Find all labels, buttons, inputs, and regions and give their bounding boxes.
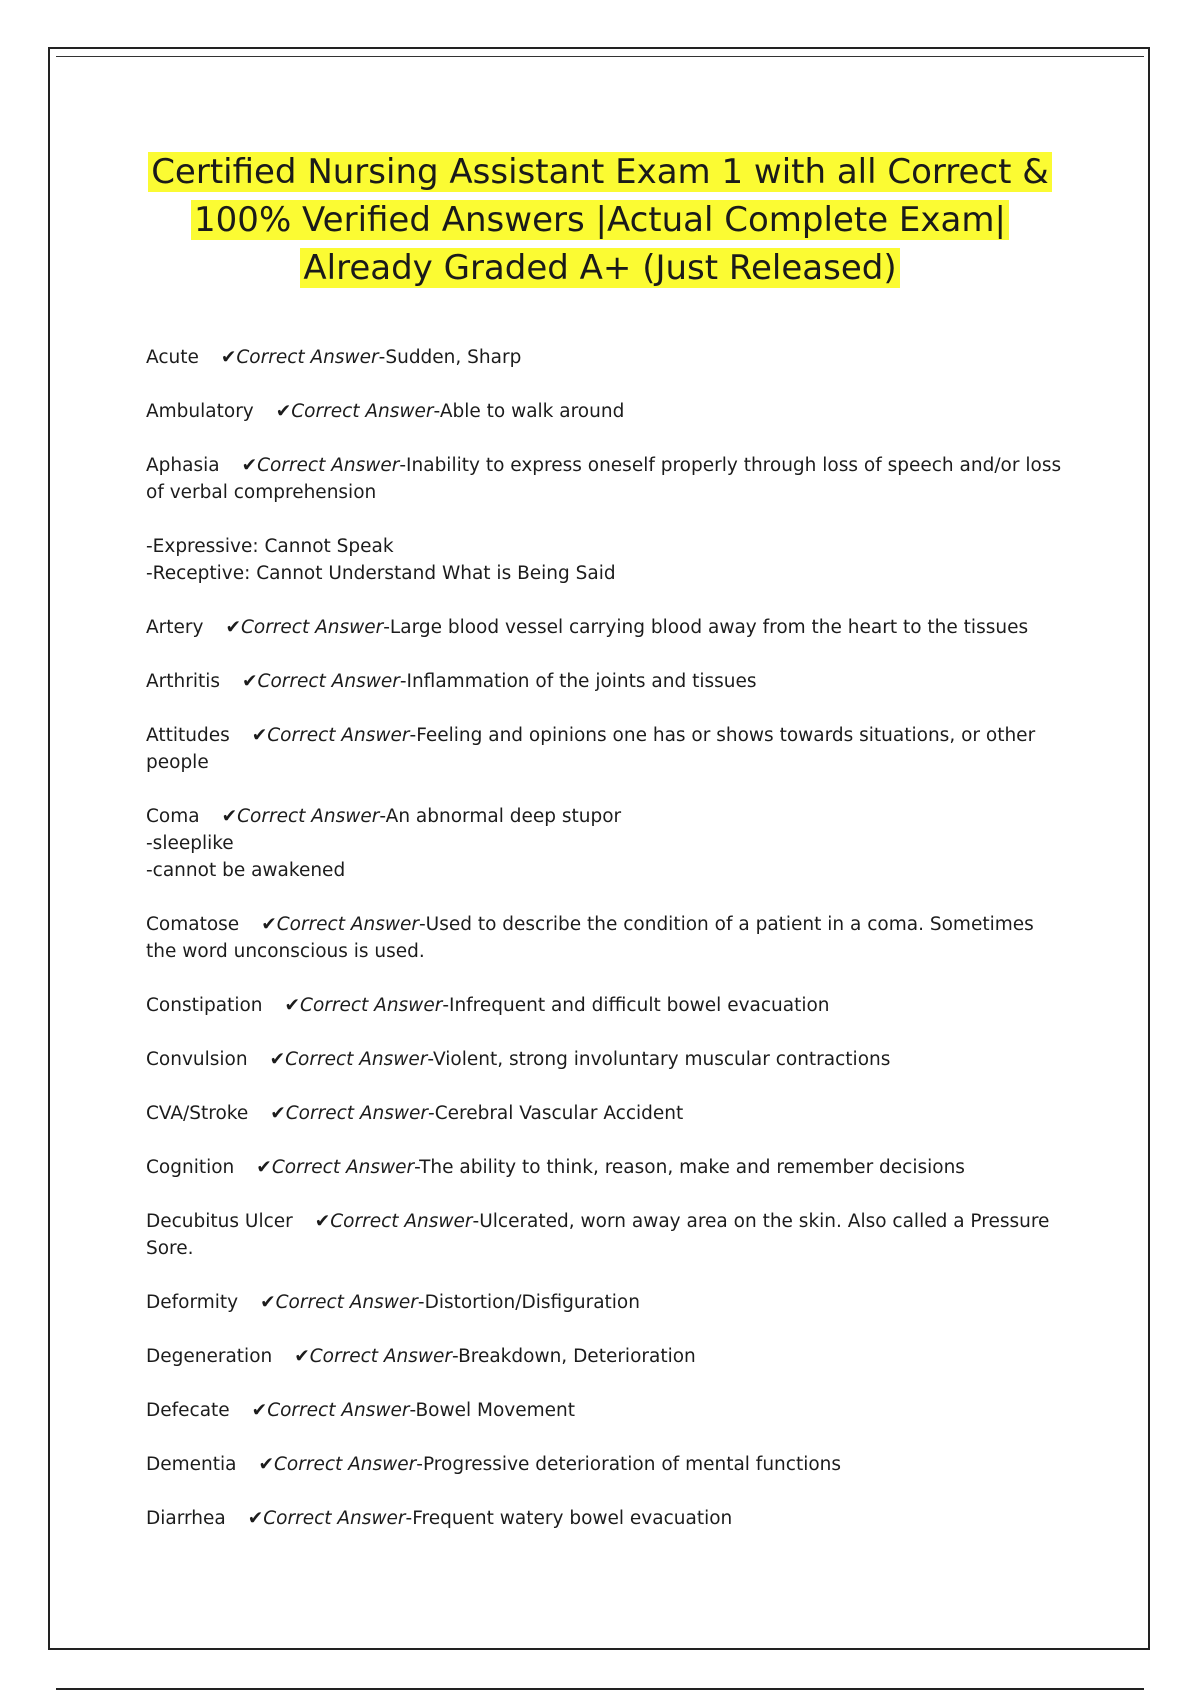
correct-answer-label: Correct Answer <box>330 1211 473 1232</box>
correct-answer-label: Correct Answer <box>257 455 400 476</box>
entry-term: Deformity <box>146 1292 239 1313</box>
correct-answer-label: Correct Answer <box>267 725 410 746</box>
checkmark-icon: ✔ <box>241 455 258 476</box>
correct-answer-label: Correct Answer <box>291 401 434 422</box>
glossary-entry <box>146 1208 1066 1262</box>
checkmark-icon: ✔ <box>251 1400 268 1421</box>
correct-answer-label: Correct Answer <box>275 1292 418 1313</box>
glossary-entry <box>146 1397 1066 1424</box>
entry-answer: -Able to walk around <box>433 401 625 422</box>
entry-answer: -Ulcerated, worn away area on the skin. Also called a Pressure Sore. <box>146 1211 1050 1259</box>
entry-detail-line: -Receptive: Cannot Understand What is Being Said <box>146 563 616 584</box>
entry-answer: -Cerebral Vascular Accident <box>428 1103 684 1124</box>
glossary-entry <box>146 1154 1066 1181</box>
checkmark-icon: ✔ <box>251 725 268 746</box>
checkmark-icon: ✔ <box>261 914 277 935</box>
checkmark-icon: ✔ <box>275 401 292 422</box>
checkmark-icon: ✔ <box>270 1103 286 1124</box>
entry-answer: -Distortion/Disfiguration <box>417 1292 640 1313</box>
glossary-entry <box>146 614 1066 641</box>
correct-answer-label: Correct Answer <box>309 1346 453 1367</box>
glossary-entry <box>146 1505 1066 1532</box>
checkmark-icon: ✔ <box>269 1049 286 1070</box>
title-line-1: Certified Nursing Assistant Exam 1 with all Correct & <box>148 152 1052 192</box>
entry-answer: -Violent, strong involuntary muscular contractions <box>427 1049 891 1070</box>
entry-term: Ambulatory <box>146 401 254 422</box>
entry-answer: -Feeling and opinions one has or shows towards situations, or other people <box>146 725 1036 773</box>
entry-answer: -Sudden, Sharp <box>378 347 522 368</box>
entry-answer: -Bowel Movement <box>409 1400 576 1421</box>
entry-term: Defecate <box>146 1400 230 1421</box>
entry-term: Coma <box>146 806 200 827</box>
checkmark-icon: ✔ <box>247 1508 264 1529</box>
entry-detail-block <box>146 533 1066 587</box>
correct-answer-label: Correct Answer <box>285 1103 429 1124</box>
correct-answer-label: Correct Answer <box>274 1454 417 1475</box>
entry-answer: -An abnormal deep stupor <box>379 806 622 827</box>
correct-answer-label: Correct Answer <box>236 347 379 368</box>
correct-answer-label: Correct Answer <box>240 617 384 638</box>
entry-answer: -Inability to express oneself properly through loss of speech and/or loss of verbal comprehension <box>146 455 1062 503</box>
checkmark-icon: ✔ <box>221 806 238 827</box>
entry-term: CVA/Stroke <box>146 1103 249 1124</box>
entry-term: Arthritis <box>146 671 221 692</box>
entry-term: Constipation <box>146 995 263 1016</box>
checkmark-icon: ✔ <box>314 1211 331 1232</box>
glossary-entry <box>146 1343 1066 1370</box>
entry-answer: -Breakdown, Deterioration <box>452 1346 696 1367</box>
glossary-entries <box>146 344 1066 1559</box>
glossary-entry <box>146 722 1066 776</box>
entry-answer: -The ability to think, reason, make and remember decisions <box>414 1157 965 1178</box>
entry-term: Attitudes <box>146 725 230 746</box>
entry-term: Cognition <box>146 1157 235 1178</box>
correct-answer-label: Correct Answer <box>257 671 400 692</box>
document-title <box>120 148 1080 292</box>
checkmark-icon: ✔ <box>225 617 241 638</box>
correct-answer-label: Correct Answer <box>285 1049 428 1070</box>
entry-term: Diarrhea <box>146 1508 226 1529</box>
checkmark-icon: ✔ <box>220 347 237 368</box>
checkmark-icon: ✔ <box>242 671 258 692</box>
entry-answer: -Used to describe the condition of a patient in a coma. Sometimes the word unconscious is used. <box>146 914 1034 962</box>
correct-answer-label: Correct Answer <box>300 995 443 1016</box>
correct-answer-label: Correct Answer <box>237 806 380 827</box>
correct-answer-label: Correct Answer <box>263 1508 406 1529</box>
checkmark-icon: ✔ <box>260 1292 276 1313</box>
entry-term: Dementia <box>146 1454 237 1475</box>
glossary-entry <box>146 668 1066 695</box>
checkmark-icon: ✔ <box>258 1454 275 1475</box>
glossary-entry <box>146 803 1066 884</box>
glossary-entry <box>146 344 1066 371</box>
entry-term: Artery <box>146 617 204 638</box>
glossary-entry <box>146 1046 1066 1073</box>
correct-answer-label: Correct Answer <box>271 1157 415 1178</box>
title-line-2: 100% Verified Answers |Actual Complete Exam| <box>191 200 1009 240</box>
entry-answer: -Inflammation of the joints and tissues <box>399 671 757 692</box>
glossary-entry <box>146 1289 1066 1316</box>
title-line-3: Already Graded A+ (Just Released) <box>300 248 899 288</box>
glossary-entry <box>146 1100 1066 1127</box>
entry-term: Aphasia <box>146 455 220 476</box>
correct-answer-label: Correct Answer <box>276 914 419 935</box>
page-top-rule <box>56 56 1144 57</box>
entry-detail-line: -Expressive: Cannot Speak <box>146 536 394 557</box>
checkmark-icon: ✔ <box>294 1346 310 1367</box>
entry-term: Decubitus Ulcer <box>146 1211 293 1232</box>
entry-answer: -Progressive deterioration of mental functions <box>416 1454 842 1475</box>
glossary-entry <box>146 911 1066 965</box>
entry-term: Acute <box>146 347 199 368</box>
next-page-top-rule <box>56 1688 1144 1690</box>
glossary-entry <box>146 398 1066 425</box>
glossary-entry <box>146 1451 1066 1478</box>
correct-answer-label: Correct Answer <box>267 1400 410 1421</box>
entry-answer: -Infrequent and difficult bowel evacuation <box>442 995 830 1016</box>
entry-term: Comatose <box>146 914 240 935</box>
entry-detail-line: -sleeplike <box>146 833 234 854</box>
glossary-entry <box>146 992 1066 1019</box>
entry-term: Degeneration <box>146 1346 273 1367</box>
glossary-entry <box>146 452 1066 587</box>
entry-answer: -Large blood vessel carrying blood away from the heart to the tissues <box>383 617 1029 638</box>
checkmark-icon: ✔ <box>256 1157 272 1178</box>
entry-answer: -Frequent watery bowel evacuation <box>405 1508 733 1529</box>
entry-detail-line: -cannot be awakened <box>146 860 346 881</box>
checkmark-icon: ✔ <box>284 995 301 1016</box>
entry-term: Convulsion <box>146 1049 248 1070</box>
